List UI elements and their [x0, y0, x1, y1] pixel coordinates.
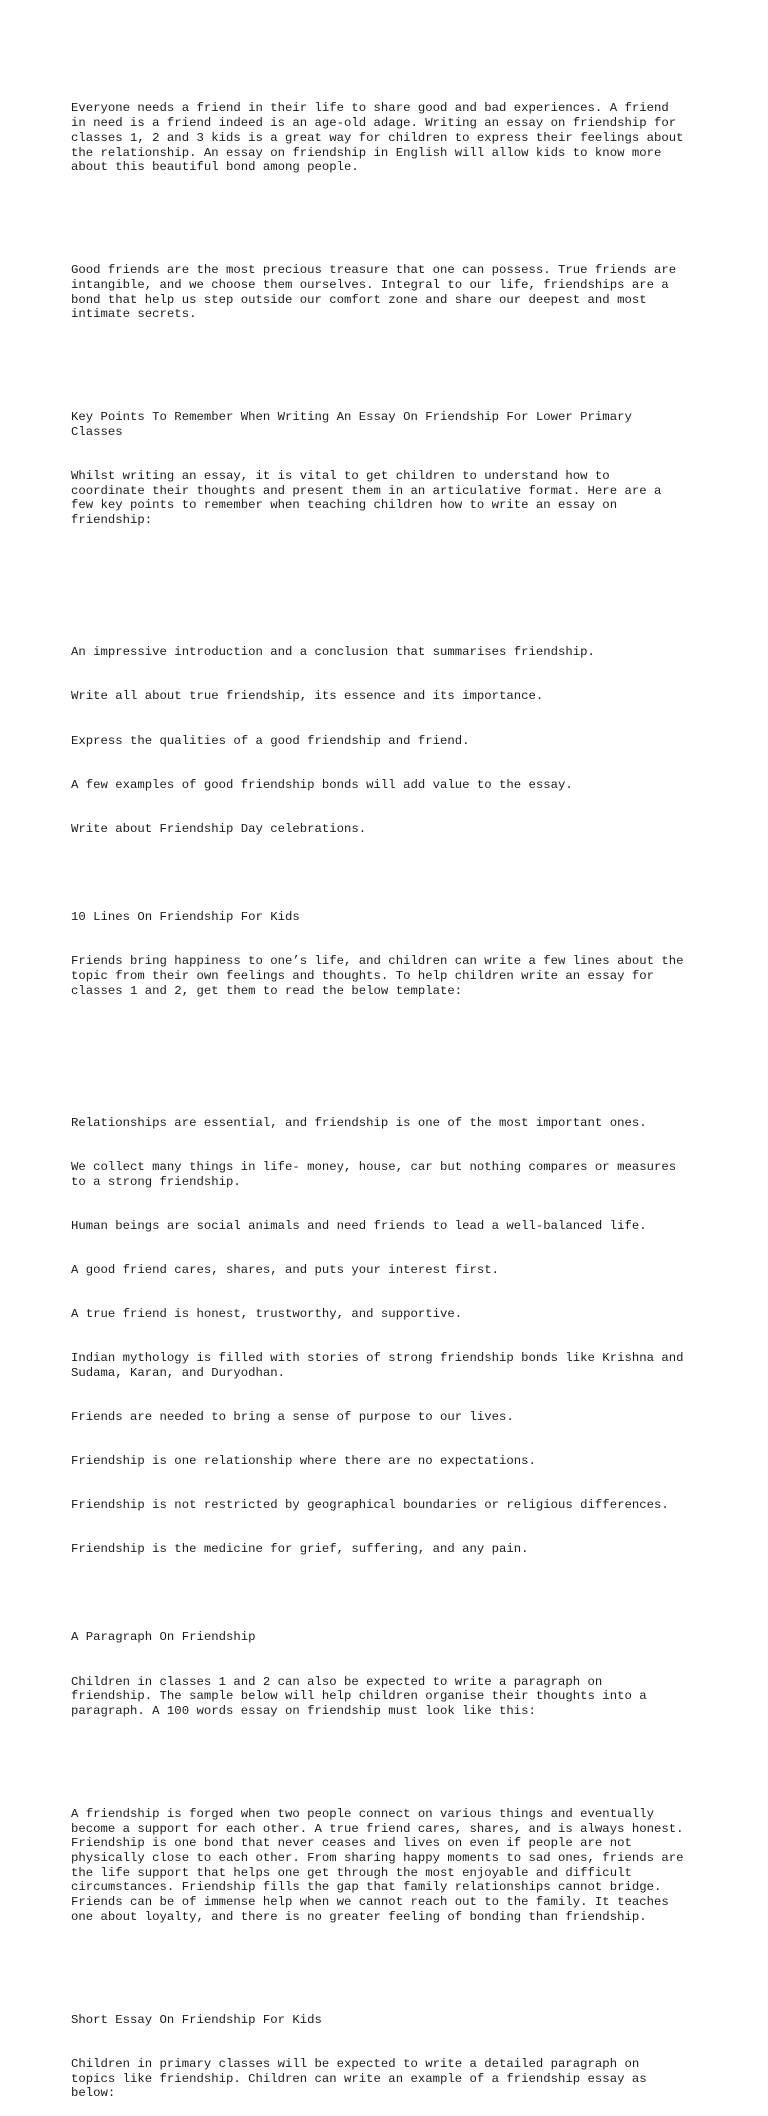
spacer: [71, 204, 731, 219]
list-item: Human beings are social animals and need friends to lead a well-balanced life.: [71, 1218, 647, 1233]
paragraph-heading: A Paragraph On Friendship: [71, 1630, 256, 1645]
spacer: [71, 1748, 731, 1763]
list-item: A few examples of good friendship bonds will add value to the essay.: [71, 777, 573, 792]
key-points-intro: Whilst writing an essay, it is vital to get children to understand how to coordinate their thoughts and present them in an articulative format. Here are a few key points to remember when teaching children how to write an essay on friendship:: [71, 468, 662, 528]
treasure-paragraph: Good friends are the most precious treasure that one can possess. True friends are intangible, and we choose them ourselves. Integral to our life, friendships are a bond that help us step outside our comfort zone and share our deepest and most intimate secrets.: [71, 263, 677, 322]
list-item: Express the qualities of a good friendship and friend.: [71, 733, 470, 748]
paragraph-intro: Children in classes 1 and 2 can also be expected to write a paragraph on friendship. The sample below will help children organise their thoughts into a paragraph. A 100 words essay on friendship must look like this:: [71, 1674, 647, 1718]
key-points-heading: Key Points To Remember When Writing An Essay On Friendship For Lower Primary Classes: [71, 410, 632, 439]
spacer: [71, 1954, 731, 1969]
list-item: An impressive introduction and a conclusion that summarises friendship.: [71, 645, 595, 660]
intro-paragraph: Everyone needs a friend in their life to share good and bad experiences. A friend in need is a friend indeed is an age-old adage. Writing an essay on friendship for classes 1, 2 and 3 kids is a great way for children to express their feelings about the relationship. An essay on friendship in English will allow kids to know more about this beautiful bond among people.: [71, 101, 684, 175]
ten-lines-intro: Friends bring happiness to one’s life, and children can write a few lines about the topic from their own feelings and thoughts. To help children write an essay for classes 1 and 2, get them to read the below template:: [71, 954, 684, 998]
list-item: Relationships are essential, and friendship is one of the most important ones.: [71, 1115, 647, 1130]
ten-lines-heading: 10 Lines On Friendship For Kids: [71, 910, 300, 925]
short-essay-intro: Children in primary classes will be expected to write a detailed paragraph on topics like friendship. Children can write an example of a friendship essay as below:: [71, 2056, 647, 2101]
list-item: We collect many things in life- money, house, car but nothing compares or measures to a strong friendship.: [71, 1159, 677, 1189]
list-item: Friends are needed to bring a sense of purpose to our lives.: [71, 1409, 514, 1424]
list-item: Indian mythology is filled with stories of strong friendship bonds like Krishna and Sudama, Karan, and Duryodhan.: [71, 1351, 684, 1380]
list-item: A good friend cares, shares, and puts your interest first.: [71, 1262, 500, 1277]
key-points-list: [71, 616, 731, 866]
short-essay-heading: Short Essay On Friendship For Kids: [71, 2012, 322, 2027]
sample-paragraph: A friendship is forged when two people connect on various things and eventually become a support for each other. A true friend cares, shares, and is always honest. Friendship is one bond that never ceases and lives on even if people are not physically close to each other. From sharing happy moments to sad ones, friends are the life support that helps one get through the most enjoyable and difficult circumstances. Friendship fills the gap that family relationships cannot bridge. Friends can be of immense help when we cannot reach out to the family. It teaches one about loyalty, and there is no greater feeling of bonding than friendship.: [71, 1806, 684, 1924]
list-item: Write all about true friendship, its essence and its importance.: [71, 689, 544, 704]
ten-lines-list: [71, 1086, 731, 1586]
spacer: [71, 1028, 731, 1043]
list-item: Friendship is the medicine for grief, suffering, and any pain.: [71, 1542, 529, 1557]
spacer: [71, 351, 731, 366]
list-item: Friendship is not restricted by geographical boundaries or religious differences.: [71, 1498, 669, 1513]
spacer: [71, 557, 731, 572]
list-item: A true friend is honest, trustworthy, and supportive.: [71, 1307, 463, 1321]
list-item: Friendship is one relationship where there are no expectations.: [71, 1454, 536, 1469]
list-item: Write about Friendship Day celebrations.: [71, 821, 367, 836]
document-page: [71, 72, 731, 2116]
